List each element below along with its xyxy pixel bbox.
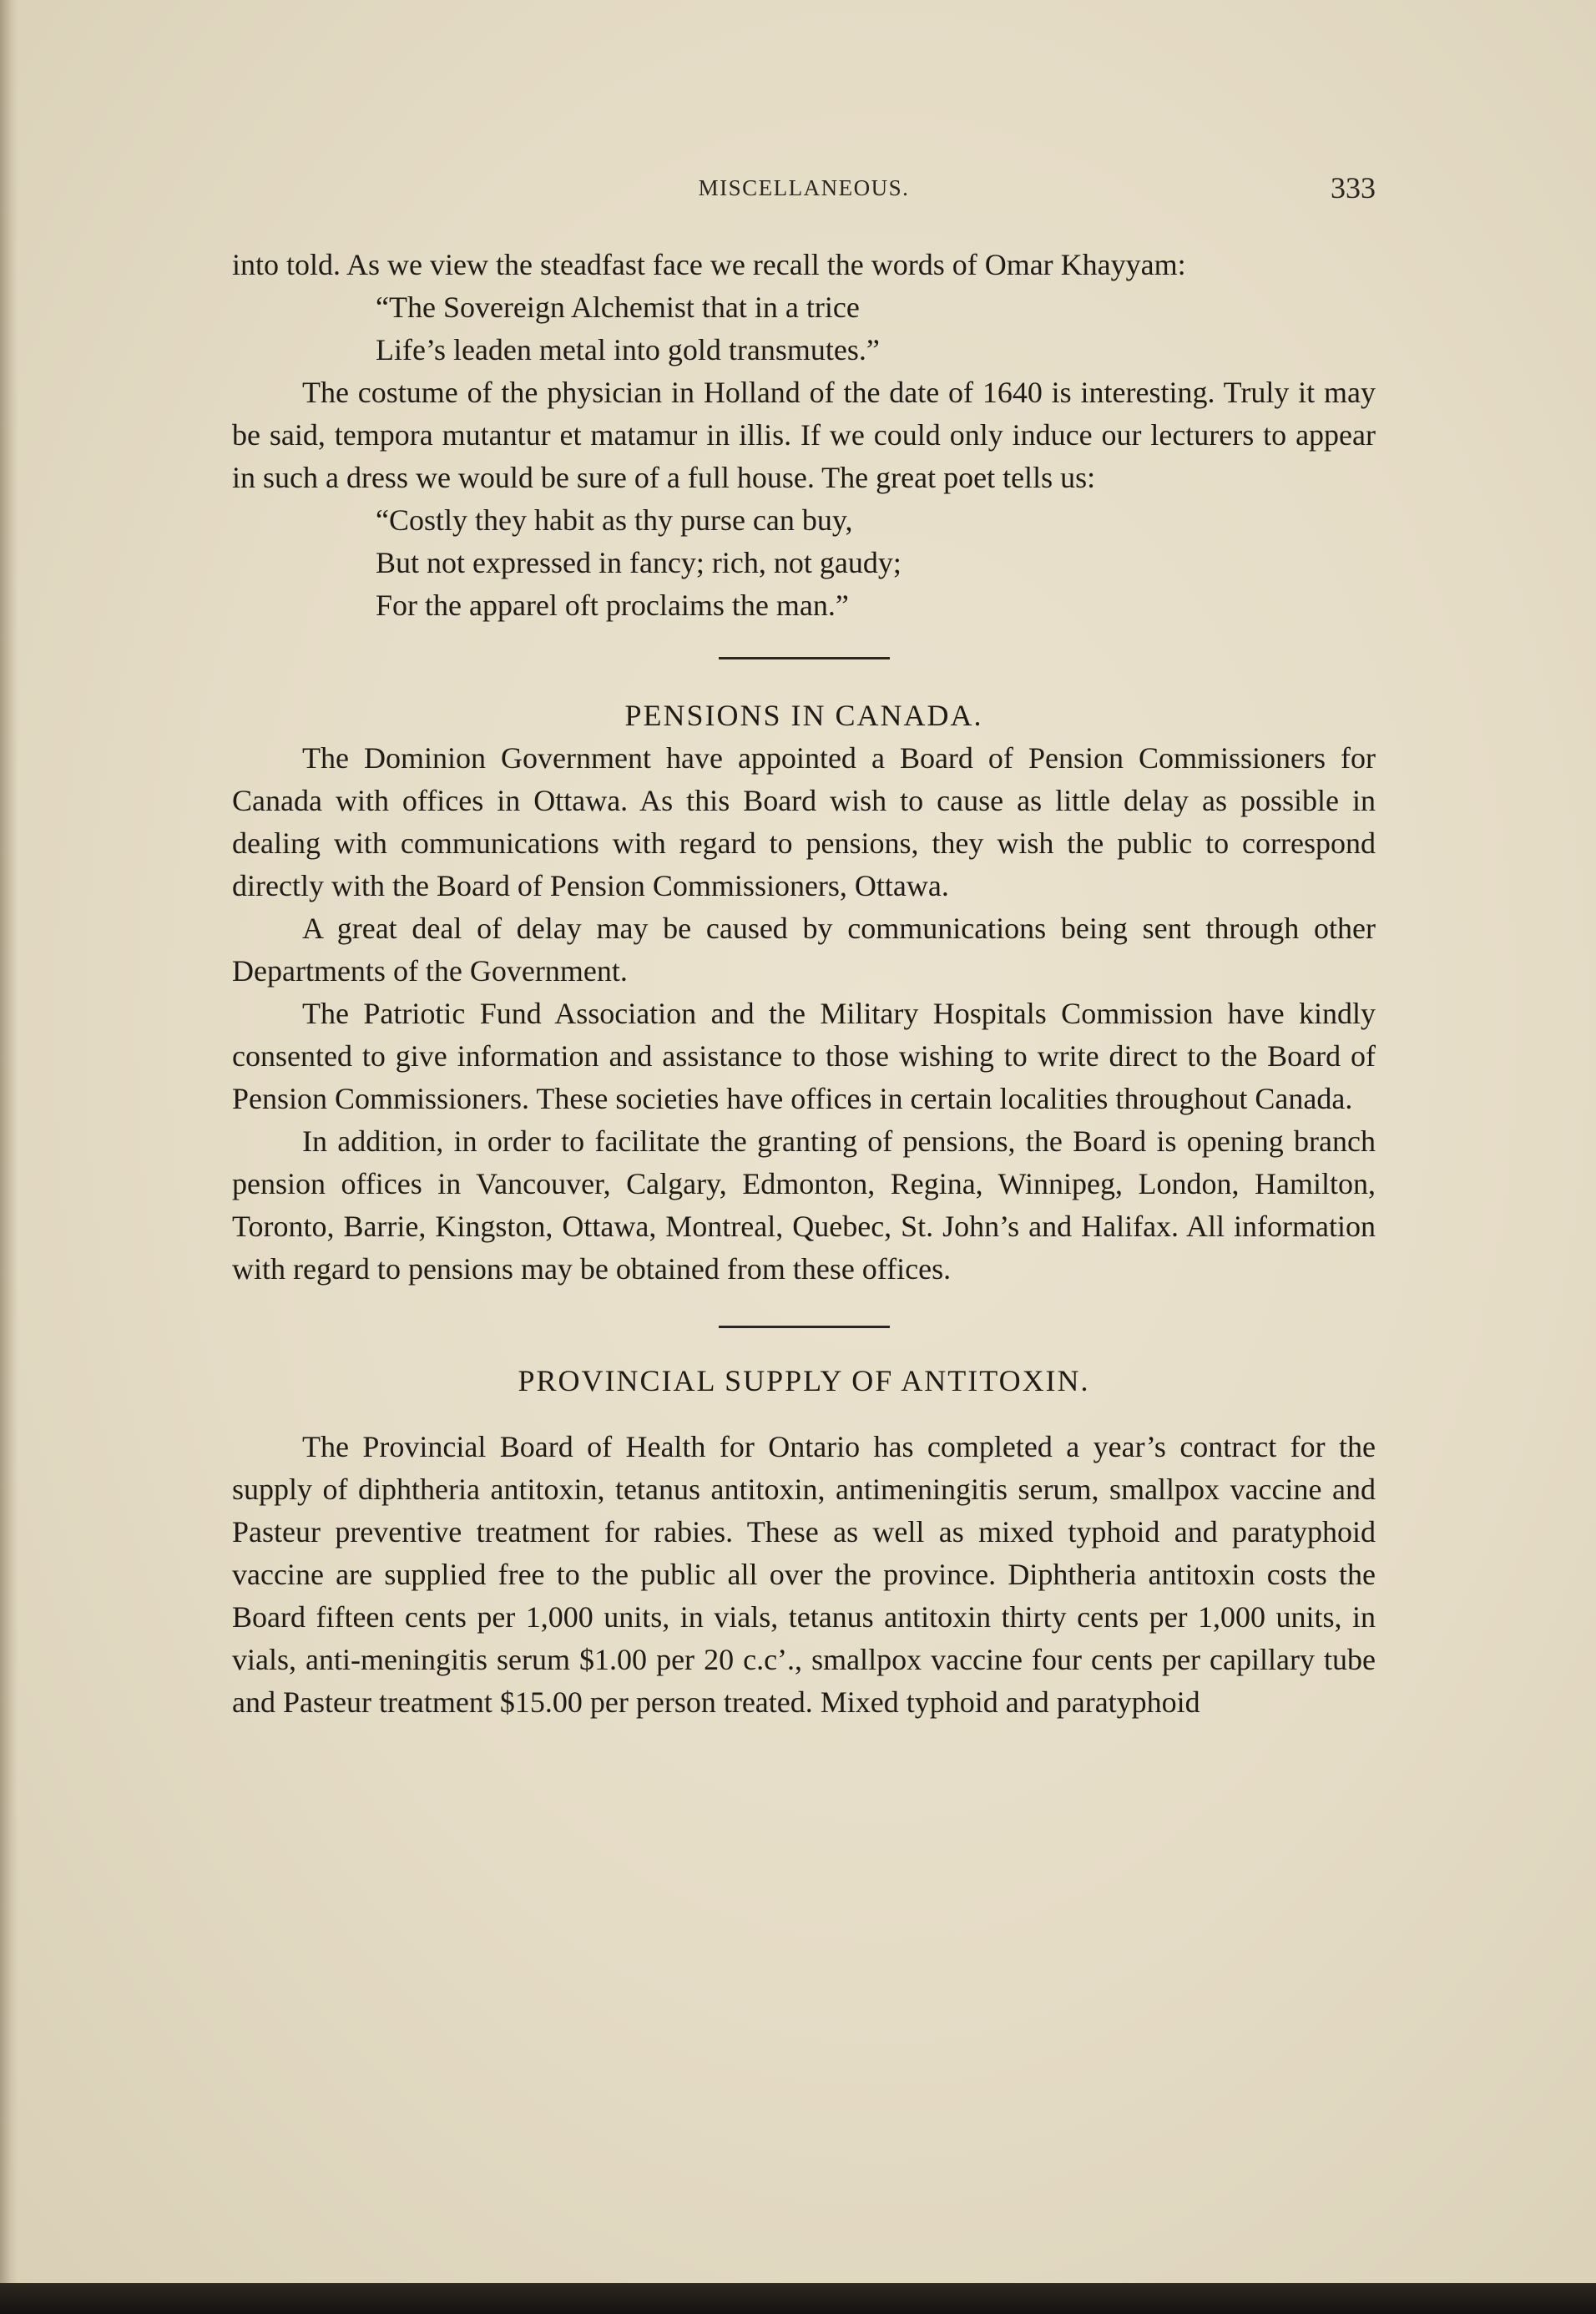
verse-line: “Costly they habit as thy purse can buy, <box>376 503 853 537</box>
page-bottom-shadow <box>0 2283 1596 2314</box>
page-number: 333 <box>1331 171 1376 205</box>
verse-quotation-1 <box>376 286 1376 371</box>
section-heading-antitoxin: PROVINCIAL SUPPLY OF ANTITOXIN. <box>518 1364 1090 1397</box>
intro-paragraph: into told. As we view the steadfast face we recall the words of Omar Khayyam: <box>232 248 1186 281</box>
costume-paragraph: The costume of the physician in Holland of the date of 1640 is interesting. Truly it may be said, tempora mutantur et matamur in illis. If we could only induce our lecturers to appear in such a dress we would be sure of a full house. The great poet tells us: <box>232 376 1376 494</box>
antitoxin-paragraph: The Provincial Board of Health for Ontario has completed a year’s contract for the supply of diphtheria antitoxin, tetanus antitoxin, antimeningitis serum, smallpox vaccine and Pasteur preventive treatment for rabies. These as well as mixed typhoid and paratyphoid vaccine are supplied free to the public all over the province. Diphtheria antitoxin costs the Board fifteen cents per 1,000 units, in vials, tetanus antitoxin thirty cents per 1,000 units, in vials, anti-meningitis serum $1.00 per 20 c.c’., smallpox vaccine four cents per capillary tube and Pasteur treatment $15.00 per person treated. Mixed typhoid and paratyphoid <box>232 1430 1376 1719</box>
pensions-paragraph: In addition, in order to facilitate the granting of pensions, the Board is opening branch pension offices in Vancouver, Calgary, Edmonton, Regina, Winnipeg, London, Hamilton, Toronto, Barrie, Kingston, Ottawa, Montreal, Quebec, St. John’s and Halifax. All information with regard to pensions may be obtained from these offices. <box>232 1124 1376 1286</box>
verse-line: “The Sovereign Alchemist that in a trice <box>376 291 860 324</box>
running-head: MISCELLANEOUS. <box>698 175 910 200</box>
pensions-paragraph: The Patriotic Fund Association and the Military Hospitals Commission have kindly consented to give information and assistance to those wishing to write direct to the Board of Pension Commissioners. These societies have offices in certain localities throughout Canada. <box>232 997 1376 1115</box>
verse-line: But not expressed in fancy; rich, not gaudy; <box>376 546 902 579</box>
body-text <box>232 244 1376 1724</box>
verse-line: For the apparel oft proclaims the man.” <box>376 589 849 622</box>
pensions-paragraph: The Dominion Government have appointed a Board of Pension Commissioners for Canada with offices in Ottawa. As this Board wish to cause as little delay as possible in dealing with communications with regard to pensions, they wish the public to correspond directly with the Board of Pension Commissioners, Ottawa. <box>232 741 1376 902</box>
verse-line: Life’s leaden metal into gold transmutes.” <box>376 333 880 366</box>
verse-quotation-2 <box>376 499 1376 627</box>
page-header <box>232 170 1376 212</box>
pensions-paragraph: A great deal of delay may be caused by communications being sent through other Departments of the Government. <box>232 912 1376 988</box>
page-binding-edge <box>0 0 18 2283</box>
section-heading-pensions: PENSIONS IN CANADA. <box>624 699 983 732</box>
